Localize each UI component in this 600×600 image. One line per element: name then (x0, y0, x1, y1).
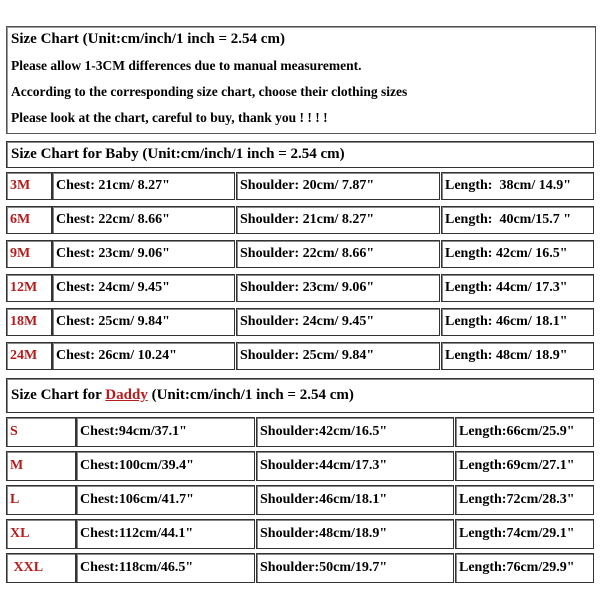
intro-line-2: According to the corresponding size chart, choose their clothing sizes (11, 84, 408, 99)
baby-row-length-cell: Length: 38cm/ 14.9" (441, 172, 594, 200)
daddy-row-size-cell: XL (6, 519, 76, 549)
daddy-row-chest-cell: Chest:100cm/39.4" (76, 451, 255, 481)
baby-row-size-cell: 6M (6, 206, 52, 234)
daddy-row-length-cell: Length:69cm/27.1" (455, 451, 594, 481)
baby-row-length-cell: Length: 42cm/ 16.5" (441, 240, 594, 268)
baby-row-chest-cell: Chest: 21cm/ 8.27" (52, 172, 235, 200)
daddy-row-shoulder-cell: Shoulder:42cm/16.5" (256, 417, 454, 447)
daddy-row-chest-cell: Chest:94cm/37.1" (76, 417, 255, 447)
baby-row-size-cell: 24M (6, 342, 52, 370)
baby-row-chest-cell: Chest: 23cm/ 9.06" (52, 240, 235, 268)
baby-row-chest-cell: Chest: 24cm/ 9.45" (52, 274, 235, 302)
daddy-row-size-cell: S (6, 417, 76, 447)
baby-row-chest-cell: Chest: 26cm/ 10.24" (52, 342, 235, 370)
baby-row-length-cell: Length: 46cm/ 18.1" (441, 308, 594, 336)
baby-section-title: Size Chart for Baby (Unit:cm/inch/1 inch = 2.54 cm) (6, 141, 594, 168)
daddy-section-title (6, 378, 594, 413)
baby-row-shoulder-cell: Shoulder: 21cm/ 8.27" (236, 206, 440, 234)
daddy-row-length-cell: Length:72cm/28.3" (455, 485, 594, 515)
daddy-row-length-cell: Length:76cm/29.9" (455, 553, 594, 583)
baby-row-size-cell: 3M (6, 172, 52, 200)
baby-row-length-cell: Length: 40cm/15.7 " (441, 206, 594, 234)
daddy-row-chest-cell: Chest:118cm/46.5" (76, 553, 255, 583)
daddy-row-chest-cell: Chest:106cm/41.7" (76, 485, 255, 515)
baby-row-shoulder-cell: Shoulder: 25cm/ 9.84" (236, 342, 440, 370)
intro-line-3: Please look at the chart, careful to buy, thank you ! ! ! ! (11, 110, 328, 125)
daddy-row-length-cell: Length:66cm/25.9" (455, 417, 594, 447)
baby-row-chest-cell: Chest: 22cm/ 8.66" (52, 206, 235, 234)
daddy-row-size-cell: M (6, 451, 76, 481)
baby-row-shoulder-cell: Shoulder: 20cm/ 7.87" (236, 172, 440, 200)
baby-row-shoulder-cell: Shoulder: 22cm/ 8.66" (236, 240, 440, 268)
baby-row-shoulder-cell: Shoulder: 24cm/ 9.45" (236, 308, 440, 336)
daddy-row-shoulder-cell: Shoulder:50cm/19.7" (256, 553, 454, 583)
baby-row-chest-cell: Chest: 25cm/ 9.84" (52, 308, 235, 336)
intro-title: Size Chart (Unit:cm/inch/1 inch = 2.54 cm) (11, 31, 285, 47)
daddy-row-shoulder-cell: Shoulder:46cm/18.1" (256, 485, 454, 515)
daddy-row-chest-cell: Chest:112cm/44.1" (76, 519, 255, 549)
baby-row-length-cell: Length: 48cm/ 18.9" (441, 342, 594, 370)
baby-row-size-cell: 18M (6, 308, 52, 336)
baby-row-size-cell: 12M (6, 274, 52, 302)
daddy-title-highlight: Daddy (105, 387, 148, 403)
baby-row-length-cell: Length: 44cm/ 17.3" (441, 274, 594, 302)
daddy-row-size-cell: XXL (6, 553, 76, 583)
daddy-title-suffix: (Unit:cm/inch/1 inch = 2.54 cm) (147, 387, 354, 403)
daddy-row-length-cell: Length:74cm/29.1" (455, 519, 594, 549)
daddy-row-shoulder-cell: Shoulder:44cm/17.3" (256, 451, 454, 481)
intro-line-1: Please allow 1-3CM differences due to manual measurement. (11, 58, 362, 73)
baby-row-shoulder-cell: Shoulder: 23cm/ 9.06" (236, 274, 440, 302)
baby-row-size-cell: 9M (6, 240, 52, 268)
daddy-row-size-cell: L (6, 485, 76, 515)
daddy-title-prefix: Size Chart for (11, 387, 106, 403)
daddy-row-shoulder-cell: Shoulder:48cm/18.9" (256, 519, 454, 549)
